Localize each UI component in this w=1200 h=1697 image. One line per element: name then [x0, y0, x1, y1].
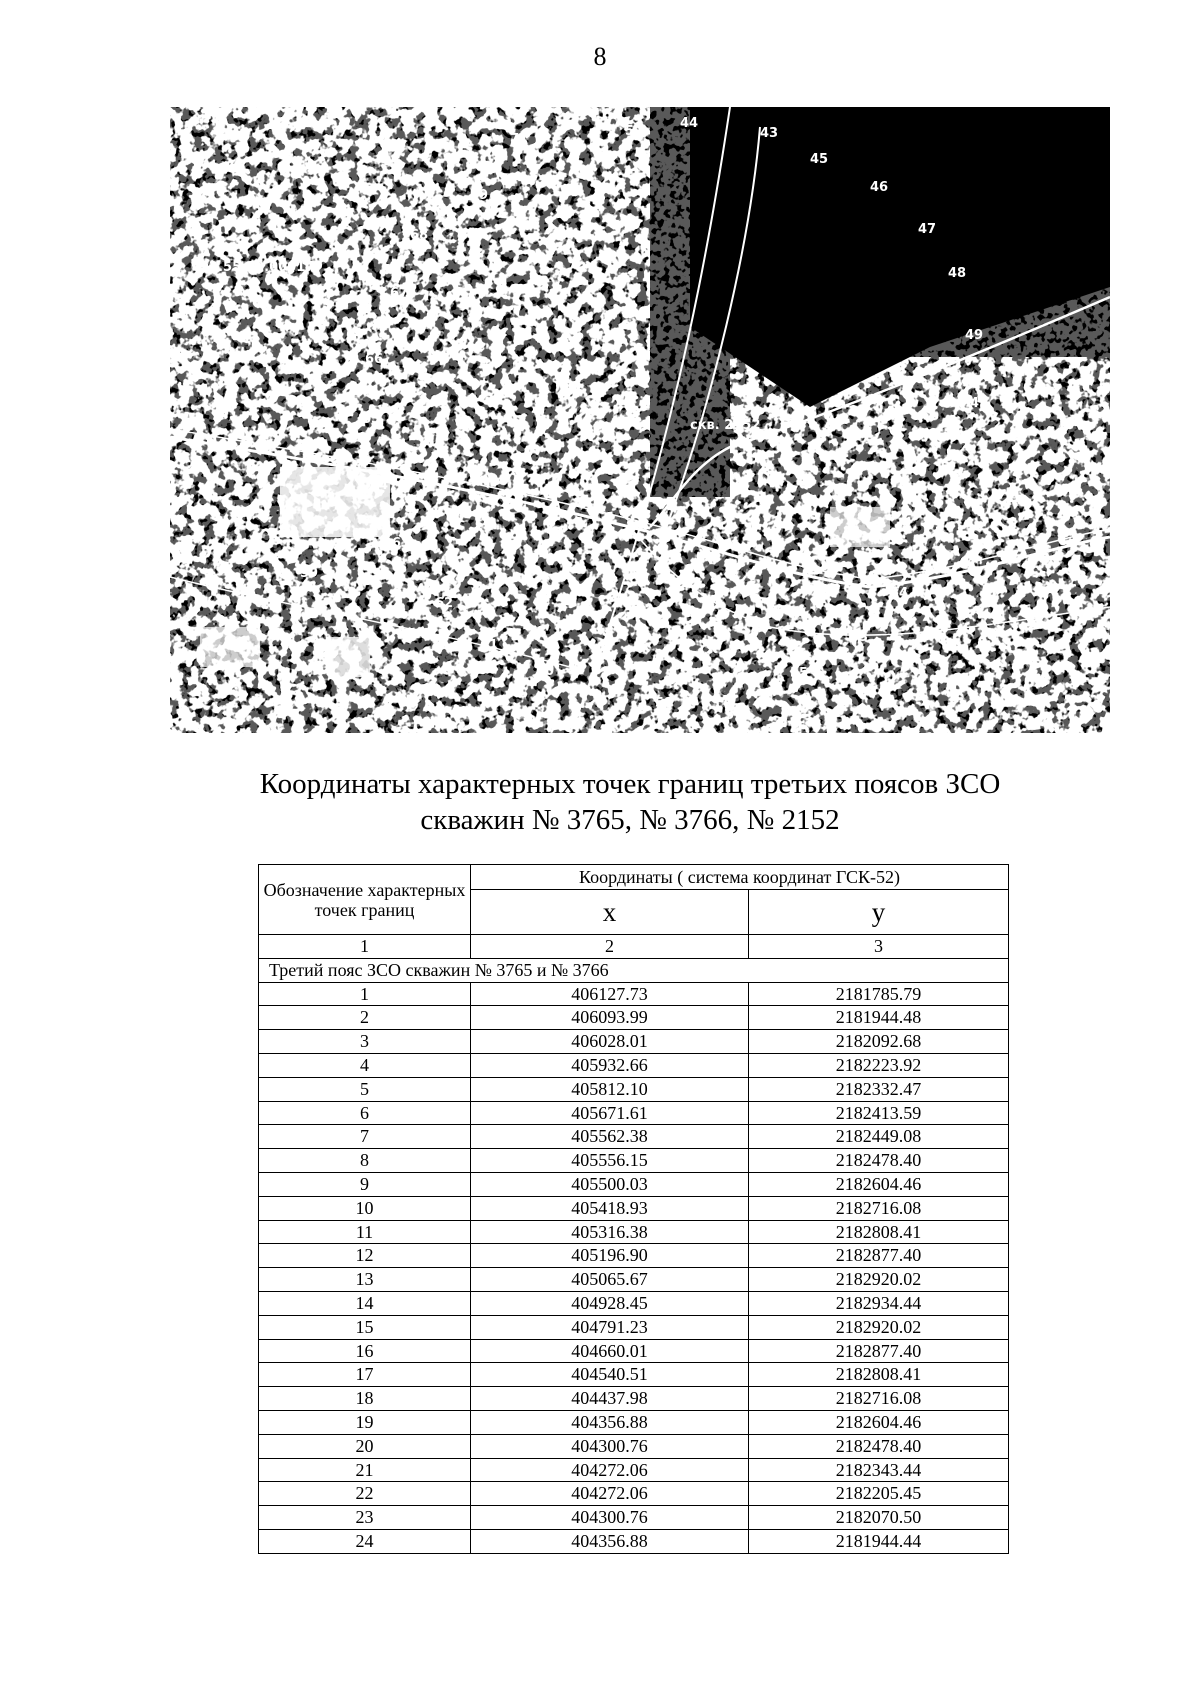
table-row — [259, 1506, 1009, 1530]
map-point-label: 54 — [890, 586, 909, 601]
table-row — [259, 1387, 1009, 1411]
map-point-label: 53 — [850, 630, 869, 645]
y-coordinate-cell: 2182808.41 — [749, 1220, 1009, 1244]
table-row — [259, 1172, 1009, 1196]
map-point-label: 43 — [760, 126, 779, 141]
y-coordinate-cell: 2182920.02 — [749, 1268, 1009, 1292]
table-row — [259, 1529, 1009, 1553]
y-coordinate-cell: 2182877.40 — [749, 1244, 1009, 1268]
map-point-label: 63 — [392, 536, 411, 551]
point-number-cell: 19 — [259, 1410, 471, 1434]
point-number-cell: 21 — [259, 1458, 471, 1482]
table-row — [259, 1006, 1009, 1030]
map-point-label: 48 — [948, 266, 967, 281]
y-coordinate-cell: 2182934.44 — [749, 1291, 1009, 1315]
point-number-cell: 3 — [259, 1030, 471, 1054]
map-point-label: 71 — [510, 132, 529, 147]
table-row — [259, 1101, 1009, 1125]
header-col-number-2: 2 — [471, 935, 749, 959]
document-title — [200, 766, 1060, 838]
map-point-label: 59 — [300, 566, 319, 581]
satellite-map-image — [170, 107, 1110, 733]
table-row — [259, 1410, 1009, 1434]
point-number-cell: 11 — [259, 1220, 471, 1244]
y-coordinate-cell: 2182716.08 — [749, 1196, 1009, 1220]
y-coordinate-cell: 2181944.44 — [749, 1529, 1009, 1553]
map-point-label: 66 — [365, 352, 384, 367]
point-number-cell: 23 — [259, 1506, 471, 1530]
table-row — [259, 1482, 1009, 1506]
y-coordinate-cell: 2182205.45 — [749, 1482, 1009, 1506]
table-row — [259, 1030, 1009, 1054]
point-number-cell: 12 — [259, 1244, 471, 1268]
x-coordinate-cell: 406127.73 — [471, 982, 749, 1006]
map-scale-label: 92.55.00.00017 — [200, 260, 315, 275]
point-number-cell: 7 — [259, 1125, 471, 1149]
map-point-label: 49 — [965, 328, 984, 343]
point-number-cell: 8 — [259, 1149, 471, 1173]
y-coordinate-cell: 2181785.79 — [749, 982, 1009, 1006]
table-row — [259, 1268, 1009, 1292]
y-coordinate-cell: 2182877.40 — [749, 1339, 1009, 1363]
point-number-cell: 20 — [259, 1434, 471, 1458]
header-x: x — [471, 890, 749, 935]
x-coordinate-cell: 405196.90 — [471, 1244, 749, 1268]
map-point-label: 62 — [435, 596, 454, 611]
map-point-label: 65 — [362, 412, 381, 427]
x-coordinate-cell: 405812.10 — [471, 1077, 749, 1101]
section-header: Третий пояс ЗСО скважин № 3765 и № 3766 — [259, 958, 1009, 982]
map-point-label: 57 — [725, 708, 744, 723]
map-point-label: 41 — [970, 396, 989, 411]
map-point-label: 47 — [918, 222, 937, 237]
point-number-cell: 4 — [259, 1053, 471, 1077]
table-row — [259, 1339, 1009, 1363]
point-number-cell: 6 — [259, 1101, 471, 1125]
table-row — [259, 1458, 1009, 1482]
y-coordinate-cell: 2182413.59 — [749, 1101, 1009, 1125]
map-point-label: 44 — [680, 116, 699, 131]
y-coordinate-cell: 2182604.46 — [749, 1410, 1009, 1434]
table-row — [259, 1077, 1009, 1101]
map-point-label: 55 — [790, 666, 809, 681]
x-coordinate-cell: 404300.76 — [471, 1434, 749, 1458]
x-coordinate-cell: 404300.76 — [471, 1506, 749, 1530]
title-line-1: Координаты характерных точек границ третьих поясов ЗСО — [259, 768, 1001, 800]
map-point-label: 45 — [810, 152, 829, 167]
y-coordinate-cell: 2182332.47 — [749, 1077, 1009, 1101]
y-coordinate-cell: 2182478.40 — [749, 1149, 1009, 1173]
map-point-label: 64 — [370, 478, 389, 493]
x-coordinate-cell: 404928.45 — [471, 1291, 749, 1315]
point-number-cell: 18 — [259, 1387, 471, 1411]
point-number-cell: 16 — [259, 1339, 471, 1363]
table-row — [259, 1434, 1009, 1458]
point-number-cell: 13 — [259, 1268, 471, 1292]
table-row — [259, 1220, 1009, 1244]
map-well-label: скв. 2152 — [690, 418, 761, 433]
title-line-2: скважин № 3765, № 3766, № 2152 — [420, 804, 840, 836]
map-point-label: 60 — [536, 664, 555, 679]
table-row — [259, 1125, 1009, 1149]
x-coordinate-cell: 404540.51 — [471, 1363, 749, 1387]
x-coordinate-cell: 404272.06 — [471, 1458, 749, 1482]
x-coordinate-cell: 405556.15 — [471, 1149, 749, 1173]
map-point-label: 58 — [655, 696, 674, 711]
point-number-cell: 10 — [259, 1196, 471, 1220]
x-coordinate-cell: 405065.67 — [471, 1268, 749, 1292]
table-row — [259, 1196, 1009, 1220]
y-coordinate-cell: 2182716.08 — [749, 1387, 1009, 1411]
y-coordinate-cell: 2182223.92 — [749, 1053, 1009, 1077]
point-number-cell: 9 — [259, 1172, 471, 1196]
x-coordinate-cell: 405932.66 — [471, 1053, 749, 1077]
x-coordinate-cell: 405316.38 — [471, 1220, 749, 1244]
point-number-cell: 2 — [259, 1006, 471, 1030]
header-col-number-3: 3 — [749, 935, 1009, 959]
y-coordinate-cell: 2182449.08 — [749, 1125, 1009, 1149]
y-coordinate-cell: 2182604.46 — [749, 1172, 1009, 1196]
map-point-label: 46 — [870, 180, 889, 195]
y-coordinate-cell: 2182920.02 — [749, 1315, 1009, 1339]
x-coordinate-cell: 405500.03 — [471, 1172, 749, 1196]
header-designation: Обозначение характерных точек границ — [259, 865, 471, 935]
x-coordinate-cell: 404272.06 — [471, 1482, 749, 1506]
x-coordinate-cell: 404660.01 — [471, 1339, 749, 1363]
x-coordinate-cell: 404437.98 — [471, 1387, 749, 1411]
map-point-label: 52 — [625, 124, 644, 139]
header-coordinates: Координаты ( система координат ГСК-52) — [471, 865, 1009, 890]
x-coordinate-cell: 405418.93 — [471, 1196, 749, 1220]
point-number-cell: 17 — [259, 1363, 471, 1387]
point-number-cell: 5 — [259, 1077, 471, 1101]
page-number: 8 — [593, 42, 607, 71]
table-row — [259, 1363, 1009, 1387]
y-coordinate-cell: 2181944.48 — [749, 1006, 1009, 1030]
x-coordinate-cell: 404356.88 — [471, 1410, 749, 1434]
x-coordinate-cell: 405562.38 — [471, 1125, 749, 1149]
x-coordinate-cell: 406028.01 — [471, 1030, 749, 1054]
x-coordinate-cell: 405671.61 — [471, 1101, 749, 1125]
y-coordinate-cell: 2182478.40 — [749, 1434, 1009, 1458]
x-coordinate-cell: 404356.88 — [471, 1529, 749, 1553]
table-row — [259, 1291, 1009, 1315]
point-number-cell: 22 — [259, 1482, 471, 1506]
table-row — [259, 982, 1009, 1006]
table-row — [259, 1244, 1009, 1268]
table-row — [259, 1315, 1009, 1339]
point-number-cell: 15 — [259, 1315, 471, 1339]
point-number-cell: 1 — [259, 982, 471, 1006]
y-coordinate-cell: 2182070.50 — [749, 1506, 1009, 1530]
point-number-cell: 14 — [259, 1291, 471, 1315]
header-y: y — [749, 890, 1009, 935]
y-coordinate-cell: 2182808.41 — [749, 1363, 1009, 1387]
x-coordinate-cell: 406093.99 — [471, 1006, 749, 1030]
table-row — [259, 1149, 1009, 1173]
map-point-label: 67 — [390, 286, 409, 301]
y-coordinate-cell: 2182343.44 — [749, 1458, 1009, 1482]
y-coordinate-cell: 2182092.68 — [749, 1030, 1009, 1054]
coordinates-table — [258, 864, 1009, 1554]
table-row — [259, 1053, 1009, 1077]
x-coordinate-cell: 404791.23 — [471, 1315, 749, 1339]
map-point-label: 68 — [410, 228, 429, 243]
point-number-cell: 24 — [259, 1529, 471, 1553]
map-point-label: 69 — [470, 188, 489, 203]
map-point-label: 61 — [480, 638, 499, 653]
header-col-number-1: 1 — [259, 935, 471, 959]
